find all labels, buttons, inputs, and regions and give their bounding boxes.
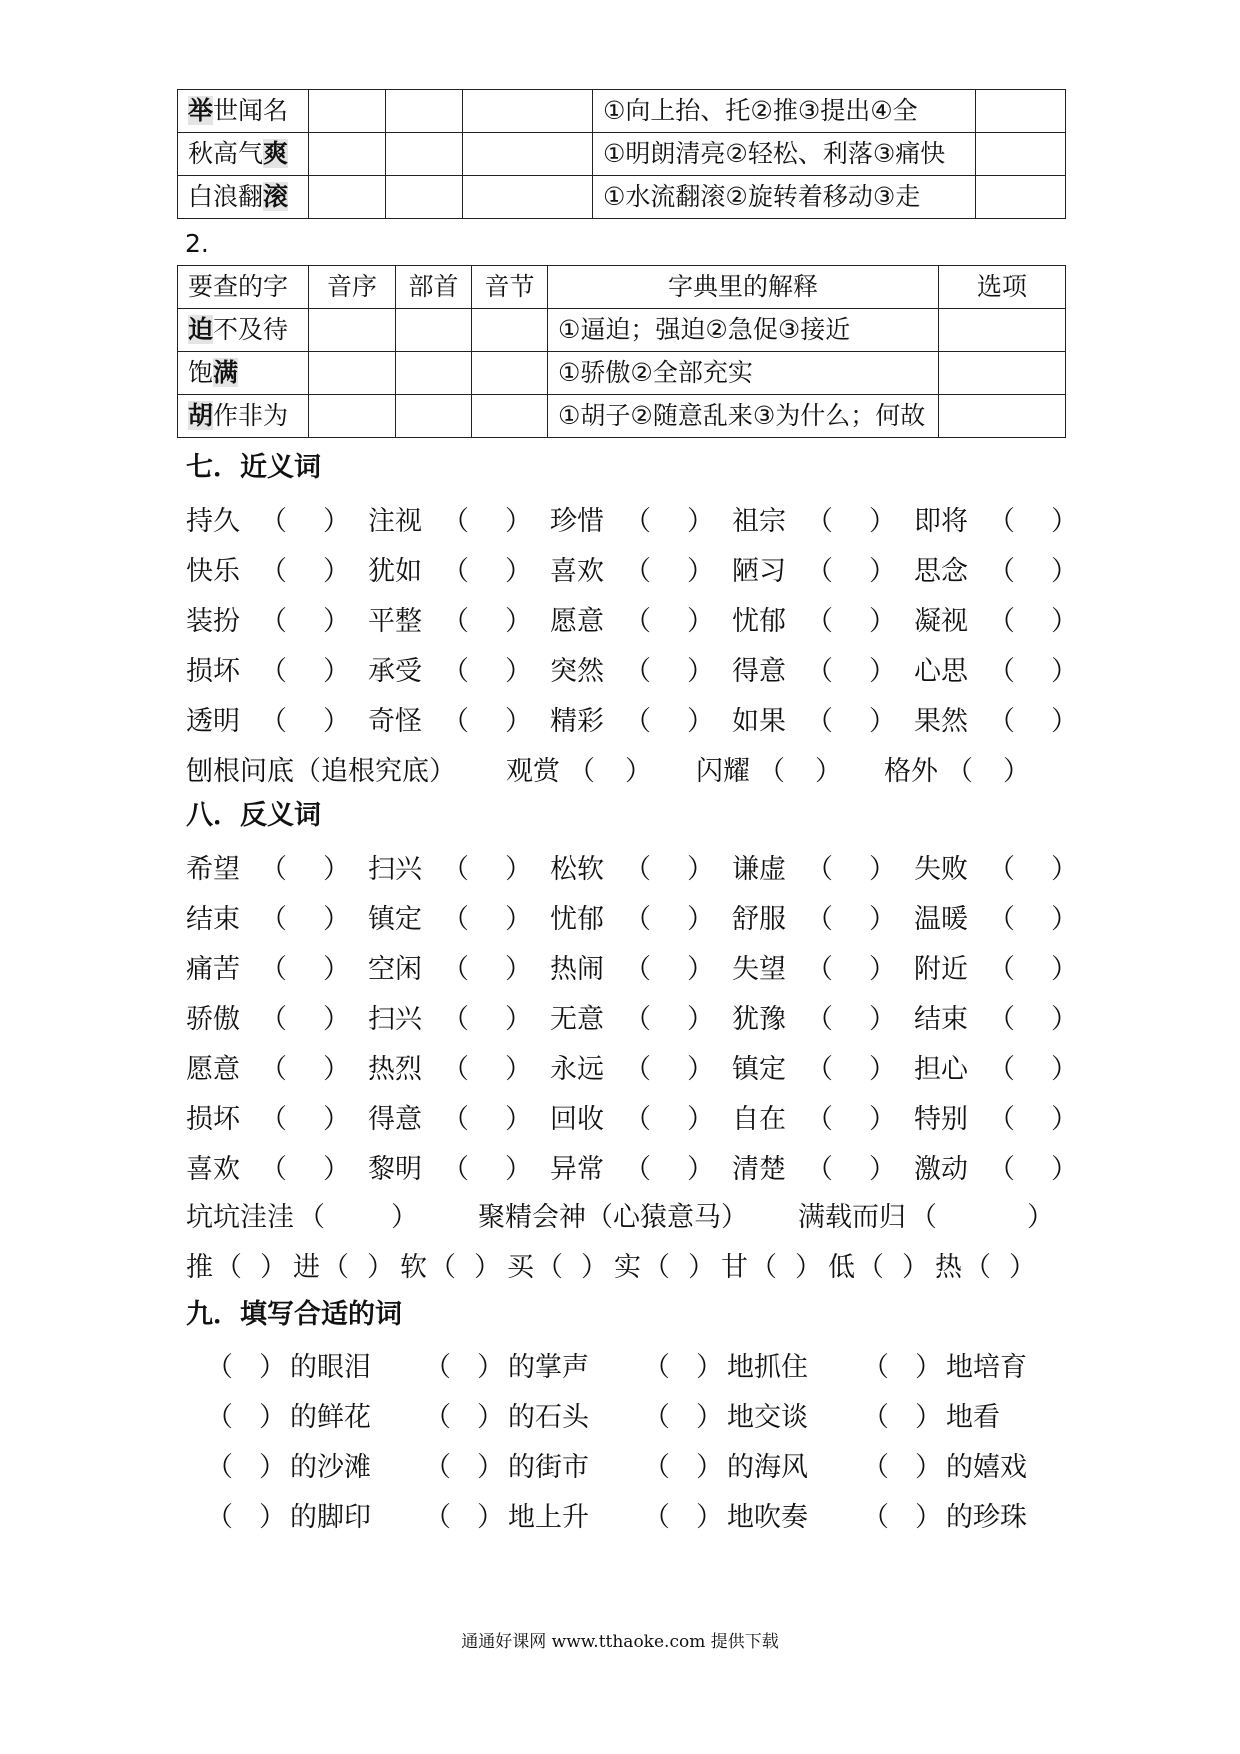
section-title-fill-words: 九．填写合适的词 <box>186 1299 402 1330</box>
header-cell: 音节 <box>472 266 548 309</box>
table-row <box>178 133 1066 176</box>
blank-cell[interactable] <box>309 352 396 395</box>
option-cell[interactable] <box>976 133 1066 176</box>
antonym-row <box>186 1048 1078 1092</box>
blank-cell[interactable] <box>463 90 593 133</box>
word-item: 损坏 （ ） <box>186 656 350 687</box>
word-item: （ ） 的嬉戏 <box>862 1452 1027 1483</box>
word-item: 骄傲 （ ） <box>186 1004 350 1035</box>
word-item: 痛苦 （ ） <box>186 954 350 985</box>
antonym-idiom-row <box>186 1196 1066 1240</box>
word-item: 格外 （ ） <box>884 756 1030 787</box>
option-cell[interactable] <box>939 352 1066 395</box>
fill-word-row <box>186 1396 1066 1440</box>
synonym-last-row <box>186 750 1066 794</box>
antonym-row <box>186 848 1078 892</box>
word-item: 软（ ） <box>400 1252 501 1283</box>
word-item: （ ） 的眼泪 <box>206 1352 371 1383</box>
word-item: 推（ ） <box>186 1252 287 1283</box>
word-item: 装扮 （ ） <box>186 606 350 637</box>
header-cell: 选项 <box>939 266 1066 309</box>
word-item: 自在 （ ） <box>732 1104 896 1135</box>
word-item: （ ） 的街市 <box>424 1452 589 1483</box>
word-item: （ ） 地看 <box>862 1402 1000 1433</box>
blank-cell[interactable] <box>396 352 472 395</box>
option-cell[interactable] <box>939 309 1066 352</box>
blank-cell[interactable] <box>309 309 396 352</box>
word-item: 甘（ ） <box>721 1252 822 1283</box>
word-item: 坑坑洼洼 （ ） <box>186 1202 418 1233</box>
fill-word-row <box>186 1496 1066 1540</box>
word-item: 观赏 （ ） <box>506 756 652 787</box>
antonym-row <box>186 998 1078 1042</box>
word-item: 扫兴 （ ） <box>368 1004 532 1035</box>
word-item: 特别 （ ） <box>914 1104 1078 1135</box>
word-item: 祖宗 （ ） <box>732 506 896 537</box>
word-item: 聚精会神（心猿意马） <box>478 1202 748 1233</box>
blank-cell[interactable] <box>396 395 472 438</box>
question-number: 2. <box>185 229 209 258</box>
word-item: 思念 （ ） <box>914 556 1078 587</box>
word-item: 持久 （ ） <box>186 506 350 537</box>
word-item: 如果 （ ） <box>732 706 896 737</box>
synonym-row <box>186 700 1078 744</box>
word-item: 愿意 （ ） <box>550 606 714 637</box>
blank-cell[interactable] <box>309 176 386 219</box>
word-item: 犹豫 （ ） <box>732 1004 896 1035</box>
word-item: 回收 （ ） <box>550 1104 714 1135</box>
word-item: 得意 （ ） <box>368 1104 532 1135</box>
word-item: 凝视 （ ） <box>914 606 1078 637</box>
option-cell[interactable] <box>976 90 1066 133</box>
word-item: （ ） 地抓住 <box>643 1352 808 1383</box>
word-item: 喜欢 （ ） <box>186 1154 350 1185</box>
word-item: 忧郁 （ ） <box>732 606 896 637</box>
dictionary-explanation: ①水流翻滚②旋转着移动③走 <box>593 176 976 219</box>
section-title-synonyms: 七．近义词 <box>186 452 321 483</box>
word-item: 永远 （ ） <box>550 1054 714 1085</box>
word-item: 买（ ） <box>507 1252 608 1283</box>
word-item: 精彩 （ ） <box>550 706 714 737</box>
dictionary-explanation: ①明朗清亮②轻松、利落③痛快 <box>593 133 976 176</box>
word-item: 即将 （ ） <box>914 506 1078 537</box>
fill-word-row <box>186 1446 1066 1490</box>
antonym-row <box>186 1098 1078 1142</box>
blank-cell[interactable] <box>472 352 548 395</box>
word-item: （ ） 地上升 <box>424 1502 589 1533</box>
word-item: （ ） 的脚印 <box>206 1502 371 1533</box>
table-row <box>178 309 1066 352</box>
table-row <box>178 176 1066 219</box>
word-item: 激动 （ ） <box>914 1154 1078 1185</box>
word-item: 承受 （ ） <box>368 656 532 687</box>
fill-word-row <box>186 1346 1066 1390</box>
synonym-row <box>186 650 1078 694</box>
blank-cell[interactable] <box>472 395 548 438</box>
header-cell: 音序 <box>309 266 396 309</box>
word-item: 突然 （ ） <box>550 656 714 687</box>
word-item: （ ） 的鲜花 <box>206 1402 371 1433</box>
word-item: 温暖 （ ） <box>914 904 1078 935</box>
table-header-row <box>178 266 1066 309</box>
word-item: 实（ ） <box>614 1252 715 1283</box>
word-item: 果然 （ ） <box>914 706 1078 737</box>
word-item: 附近 （ ） <box>914 954 1078 985</box>
word-item: 黎明 （ ） <box>368 1154 532 1185</box>
word-item: 镇定 （ ） <box>732 1054 896 1085</box>
word-item: （ ） 地交谈 <box>643 1402 808 1433</box>
word-item: 清楚 （ ） <box>732 1154 896 1185</box>
lookup-word: 迫不及待 <box>178 309 309 352</box>
header-cell: 部首 <box>396 266 472 309</box>
header-cell: 要查的字 <box>178 266 309 309</box>
lookup-word: 举世闻名 <box>178 90 309 133</box>
dictionary-explanation: ①向上抬、托②推③提出④全 <box>593 90 976 133</box>
word-item: 忧郁 （ ） <box>550 904 714 935</box>
blank-cell[interactable] <box>396 309 472 352</box>
word-item: 进（ ） <box>293 1252 394 1283</box>
dictionary-explanation: ①逼迫；强迫②急促③接近 <box>548 309 939 352</box>
word-item: 镇定 （ ） <box>368 904 532 935</box>
word-item: 珍惜 （ ） <box>550 506 714 537</box>
lookup-word: 饱满 <box>178 352 309 395</box>
antonym-single-row <box>186 1246 1066 1290</box>
blank-cell[interactable] <box>463 176 593 219</box>
blank-cell[interactable] <box>463 133 593 176</box>
table-row <box>178 352 1066 395</box>
word-item: 扫兴 （ ） <box>368 854 532 885</box>
blank-cell[interactable] <box>386 133 463 176</box>
table-row <box>178 395 1066 438</box>
word-item: （ ） 的珍珠 <box>862 1502 1027 1533</box>
synonym-row <box>186 500 1078 544</box>
footer-text: 通通好课网 www.tthaoke.com 提供下载 <box>461 1632 779 1652</box>
option-cell[interactable] <box>976 176 1066 219</box>
table-row <box>178 90 1066 133</box>
word-item: 舒服 （ ） <box>732 904 896 935</box>
word-item: 刨根问底（追根究底） <box>186 756 456 787</box>
dictionary-explanation: ①胡子②随意乱来③为什么；何故 <box>548 395 939 438</box>
word-item: （ ） 的海风 <box>643 1452 808 1483</box>
lookup-word: 秋高气爽 <box>178 133 309 176</box>
blank-cell[interactable] <box>309 133 386 176</box>
word-item: （ ） 地培育 <box>862 1352 1027 1383</box>
word-item: （ ） 的沙滩 <box>206 1452 371 1483</box>
blank-cell[interactable] <box>386 176 463 219</box>
word-item: 快乐 （ ） <box>186 556 350 587</box>
word-item: 犹如 （ ） <box>368 556 532 587</box>
antonym-row <box>186 898 1078 942</box>
word-item: 无意 （ ） <box>550 1004 714 1035</box>
word-item: 损坏 （ ） <box>186 1104 350 1135</box>
blank-cell[interactable] <box>309 90 386 133</box>
antonym-row <box>186 1148 1078 1192</box>
word-item: 希望 （ ） <box>186 854 350 885</box>
word-item: 陋习 （ ） <box>732 556 896 587</box>
blank-cell[interactable] <box>309 395 396 438</box>
word-item: 心思 （ ） <box>914 656 1078 687</box>
lookup-word: 胡作非为 <box>178 395 309 438</box>
word-item: （ ） 地吹奏 <box>643 1502 808 1533</box>
word-item: 异常 （ ） <box>550 1154 714 1185</box>
word-item: （ ） 的掌声 <box>424 1352 589 1383</box>
word-item: 失败 （ ） <box>914 854 1078 885</box>
word-item: 结束 （ ） <box>186 904 350 935</box>
word-item: 奇怪 （ ） <box>368 706 532 737</box>
word-item: 热闹 （ ） <box>550 954 714 985</box>
blank-cell[interactable] <box>472 309 548 352</box>
word-item: 担心 （ ） <box>914 1054 1078 1085</box>
blank-cell[interactable] <box>386 90 463 133</box>
word-item: 失望 （ ） <box>732 954 896 985</box>
lookup-word: 白浪翻滚 <box>178 176 309 219</box>
synonym-row <box>186 550 1078 594</box>
word-item: 低（ ） <box>828 1252 929 1283</box>
word-item: 平整 （ ） <box>368 606 532 637</box>
word-item: 松软 （ ） <box>550 854 714 885</box>
word-item: 愿意 （ ） <box>186 1054 350 1085</box>
word-item: 得意 （ ） <box>732 656 896 687</box>
dictionary-table-1 <box>177 89 1066 219</box>
word-item: 热（ ） <box>935 1252 1036 1283</box>
word-item: 谦虚 （ ） <box>732 854 896 885</box>
word-item: （ ） 的石头 <box>424 1402 589 1433</box>
antonym-row <box>186 948 1078 992</box>
word-item: 注视 （ ） <box>368 506 532 537</box>
word-item: 透明 （ ） <box>186 706 350 737</box>
section-title-antonyms: 八．反义词 <box>186 800 321 831</box>
synonym-row <box>186 600 1078 644</box>
dictionary-explanation: ①骄傲②全部充实 <box>548 352 939 395</box>
word-item: 结束 （ ） <box>914 1004 1078 1035</box>
option-cell[interactable] <box>939 395 1066 438</box>
word-item: 空闲 （ ） <box>368 954 532 985</box>
dictionary-table-2 <box>177 265 1066 438</box>
word-item: 热烈 （ ） <box>368 1054 532 1085</box>
header-cell: 字典里的解释 <box>548 266 939 309</box>
word-item: 喜欢 （ ） <box>550 556 714 587</box>
word-item: 闪耀 （ ） <box>696 756 842 787</box>
word-item: 满载而归 （ ） <box>798 1202 1054 1233</box>
